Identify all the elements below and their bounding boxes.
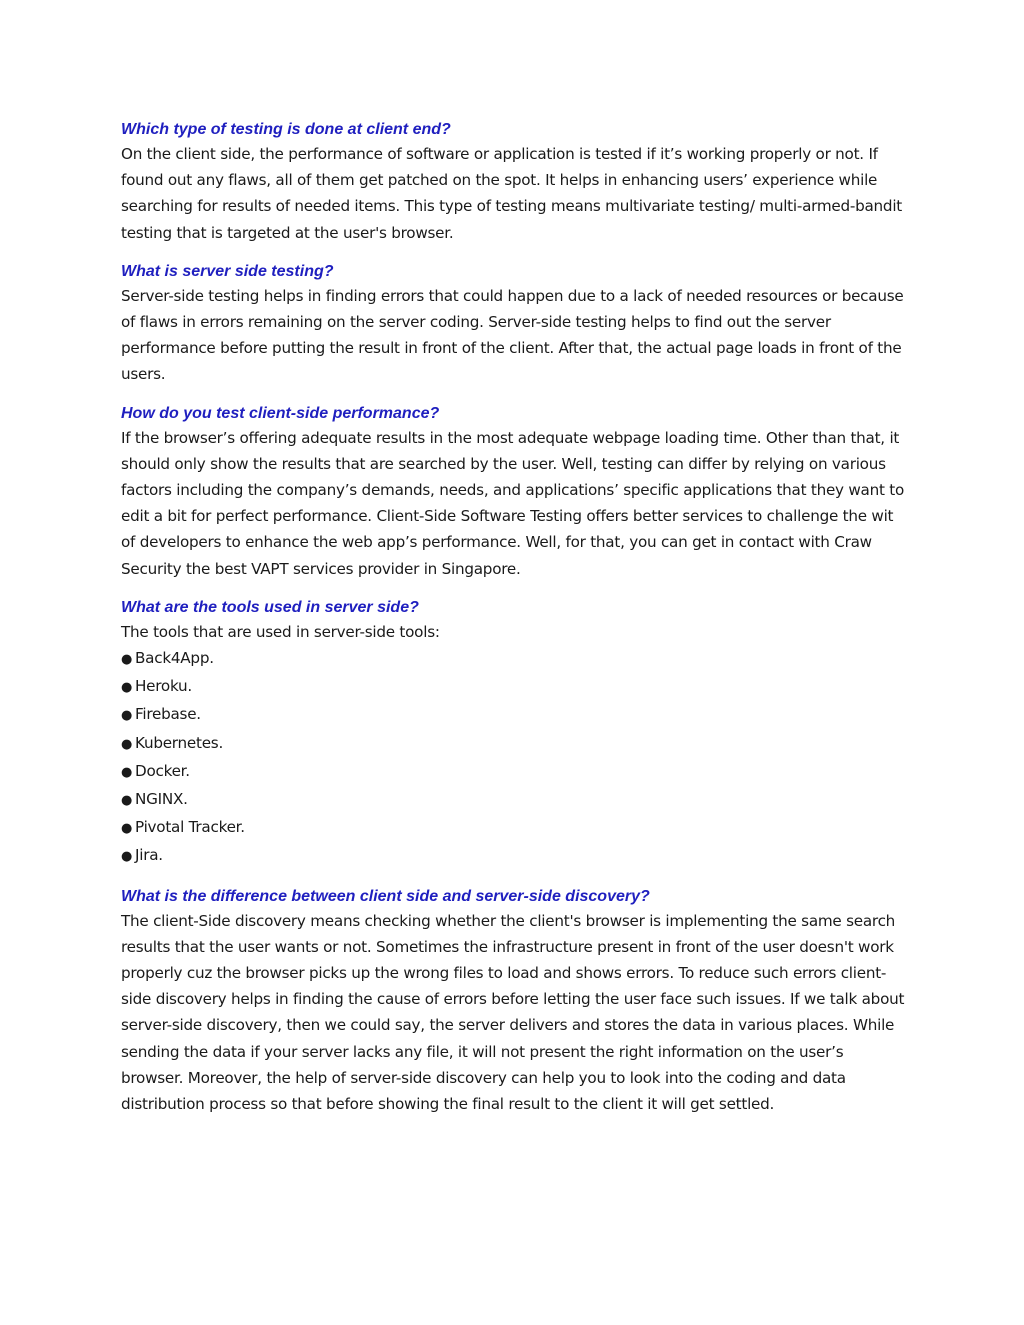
faq-section-server-side-tools xyxy=(121,597,905,871)
list-item xyxy=(121,842,905,870)
tool-name: NGINX. xyxy=(135,790,188,809)
tool-name: Docker. xyxy=(135,761,190,780)
tool-name: Pivotal Tracker. xyxy=(135,818,245,837)
answer-paragraph: On the client side, the performance of software or application is tested if it’s working properly or not. If found out any flaws, all of them get patched on the spot. It helps in enhancing users’ experience while searching for results of needed items. This type of testing means multivariate testing/ multi-armed-bandit testing that is targeted at the user's browser. xyxy=(121,145,902,242)
list-item xyxy=(121,673,905,701)
answer-paragraph: The client-Side discovery means checking whether the client's browser is implementing the same search results that the user wants or not. Sometimes the infrastructure present in front of the user doesn't work properly cuz the browser picks up the wrong files to load and shows errors. To reduce such errors client-side discovery helps in finding the cause of errors before letting the user face such issues. If we talk about server-side discovery, then we could say, the server delivers and stores the data in various places. While sending the data if your server lacks any file, it will not present the right information on the user’s browser. Moreover, the help of server-side discovery can help you to look into the coding and data distribution process so that before showing the final result to the client it will get settled. xyxy=(121,911,905,1114)
answer-paragraph: The tools that are used in server-side tools: xyxy=(121,622,440,641)
list-item xyxy=(121,730,905,758)
answer-paragraph: If the browser’s offering adequate results in the most adequate webpage loading time. Other than that, it should only show the results that are searched by the user. Well, testing can differ by relying on various factors including the company’s demands, needs, and applications’ specific applications that they want to edit a bit for perfect performance. Client-Side Software Testing offers better services to challenge the wit of developers to enhance the web app’s performance. Well, for that, you can get in contact with Craw Security the best VAPT services provider in Singapore. xyxy=(121,428,905,578)
bullet-icon: ● xyxy=(121,764,133,780)
tools-list xyxy=(121,645,905,871)
list-item xyxy=(121,701,905,729)
bullet-icon: ● xyxy=(121,793,133,809)
faq-section-server-side-testing xyxy=(121,261,905,388)
bullet-icon: ● xyxy=(121,708,133,724)
bullet-icon: ● xyxy=(121,680,133,696)
answer-paragraph: Server-side testing helps in finding errors that could happen due to a lack of needed resources or because of flaws in errors remaining on the server coding. Server-side testing helps to find out the server performance before putting the result in front of the client. After that, the actual page loads in front of the users. xyxy=(121,286,904,384)
question-heading: What are the tools used in server side? xyxy=(121,598,419,616)
faq-section-client-end-testing xyxy=(121,119,905,246)
list-item xyxy=(121,758,905,786)
bullet-icon: ● xyxy=(121,821,133,837)
bullet-icon: ● xyxy=(121,652,133,668)
list-item xyxy=(121,814,905,842)
tool-name: Kubernetes. xyxy=(135,733,224,752)
tool-name: Firebase. xyxy=(135,705,201,724)
faq-section-discovery-difference xyxy=(121,886,905,1118)
bullet-icon: ● xyxy=(121,849,133,865)
tool-name: Jira. xyxy=(135,846,163,865)
question-heading: What is server side testing? xyxy=(121,262,334,280)
faq-section-client-side-performance xyxy=(121,403,905,582)
question-heading: Which type of testing is done at client end? xyxy=(121,121,451,138)
list-item xyxy=(121,786,905,814)
bullet-icon: ● xyxy=(121,736,133,752)
document-page xyxy=(121,119,905,1132)
tool-name: Back4App. xyxy=(135,649,214,668)
question-heading: What is the difference between client side and server-side discovery? xyxy=(121,887,650,905)
question-heading: How do you test client-side performance? xyxy=(121,404,440,422)
tool-name: Heroku. xyxy=(135,677,192,696)
list-item xyxy=(121,645,905,673)
